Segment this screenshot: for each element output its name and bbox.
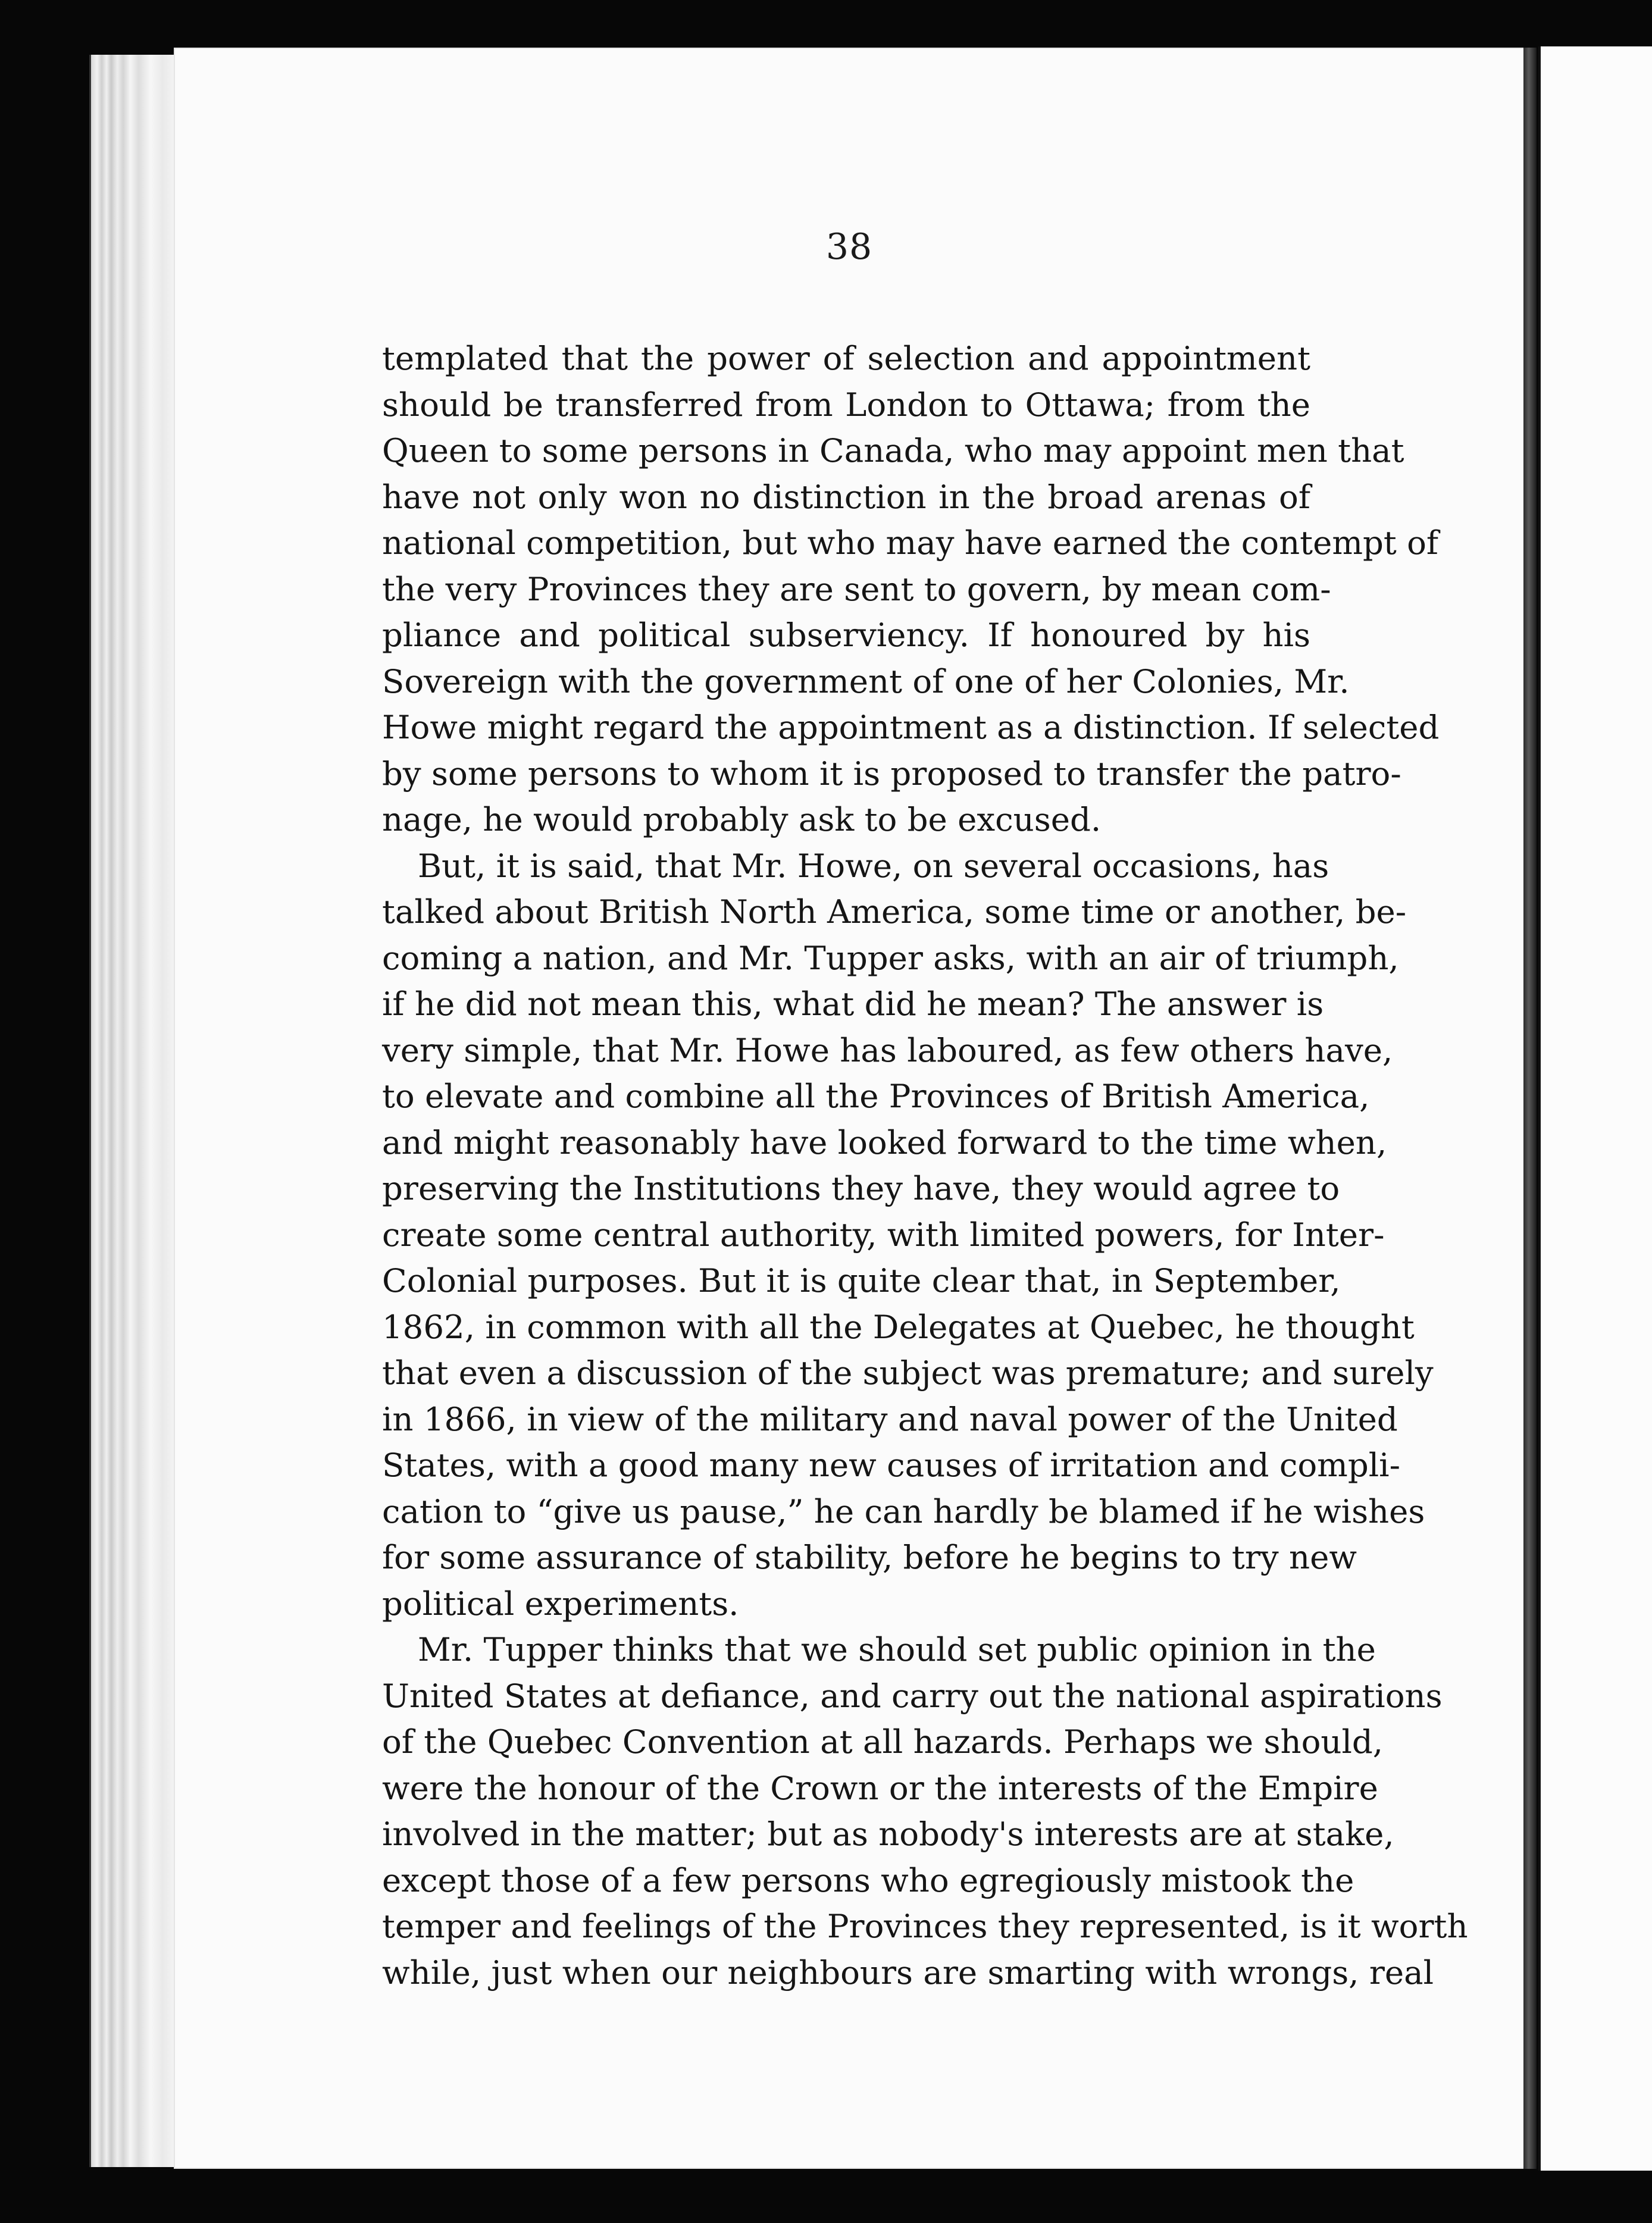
paragraph xyxy=(382,1627,1468,1996)
text-line: templated that the power of selection and appointment xyxy=(382,339,1310,377)
body-text xyxy=(382,336,1468,1996)
text-line: were the honour of the Crown or the interests of the Empire xyxy=(382,1768,1378,1807)
text-line: to elevate and combine all the Provinces of British America, xyxy=(382,1077,1370,1115)
text-line: preserving the Institutions they have, they would agree to xyxy=(382,1169,1340,1207)
text-line: Mr. Tupper thinks that we should set public opinion in the xyxy=(418,1630,1376,1668)
text-line: involved in the matter; but as nobody's interests are at stake, xyxy=(382,1815,1394,1853)
text-line: nage, he would probably ask to be excused. xyxy=(382,800,1102,838)
text-line: very simple, that Mr. Howe has laboured, as few others have, xyxy=(382,1031,1393,1069)
text-line: by some persons to whom it is proposed to transfer the patro- xyxy=(382,754,1401,793)
text-line: temper and feelings of the Provinces they represented, is it worth xyxy=(382,1907,1468,1945)
text-line: talked about British North America, some time or another, be- xyxy=(382,893,1407,931)
text-line: But, it is said, that Mr. Howe, on several occasions, has xyxy=(418,846,1329,885)
text-line: create some central authority, with limited powers, for Inter- xyxy=(382,1215,1385,1254)
page-edges xyxy=(89,55,177,2167)
text-line: political experiments. xyxy=(382,1584,739,1623)
text-line: pliance and political subserviency. If honoured by his xyxy=(382,616,1310,654)
text-line: coming a nation, and Mr. Tupper asks, with an air of triumph, xyxy=(382,938,1399,977)
page-number: 38 xyxy=(825,226,873,268)
text-line: States, with a good many new causes of irritation and compli- xyxy=(382,1446,1401,1484)
text-line: Sovereign with the government of one of her Colonies, Mr. xyxy=(382,662,1350,700)
text-line: 1862, in common with all the Delegates at Quebec, he thought xyxy=(382,1307,1415,1346)
text-line: should be transferred from London to Ottawa; from the xyxy=(382,385,1310,424)
text-line: except those of a few persons who egregiously mistook the xyxy=(382,1861,1354,1899)
text-line: Colonial purposes. But it is quite clear that, in September, xyxy=(382,1261,1341,1300)
text-line: and might reasonably have looked forward to the time when, xyxy=(382,1123,1387,1161)
paragraph xyxy=(382,336,1440,843)
text-line: in 1866, in view of the military and naval power of the United xyxy=(382,1399,1398,1438)
text-line: while, just when our neighbours are smarting with wrongs, real xyxy=(382,1953,1434,1992)
text-line: national competition, but who may have earned the contempt of xyxy=(382,524,1439,562)
book-page xyxy=(174,48,1525,2169)
text-line: Queen to some persons in Canada, who may appoint men that xyxy=(382,431,1404,469)
text-line: that even a discussion of the subject was premature; and surely xyxy=(382,1354,1434,1392)
text-line: the very Provinces they are sent to govern, by mean com- xyxy=(382,569,1331,608)
text-line: if he did not mean this, what did he mean? The answer is xyxy=(382,985,1324,1023)
text-line: of the Quebec Convention at all hazards. Perhaps we should, xyxy=(382,1723,1384,1761)
text-line: have not only won no distinction in the broad arenas of xyxy=(382,477,1310,516)
facing-page-edge xyxy=(1538,46,1652,2171)
text-line: United States at defiance, and carry out the national aspirations xyxy=(382,1676,1443,1715)
text-line: cation to “give us pause,” he can hardly be blamed if he wishes xyxy=(382,1492,1425,1530)
paragraph xyxy=(382,843,1434,1627)
text-line: Howe might regard the appointment as a distinction. If selected xyxy=(382,708,1440,746)
text-line: for some assurance of stability, before he begins to try new xyxy=(382,1538,1357,1576)
gutter-shadow xyxy=(1523,48,1537,2169)
